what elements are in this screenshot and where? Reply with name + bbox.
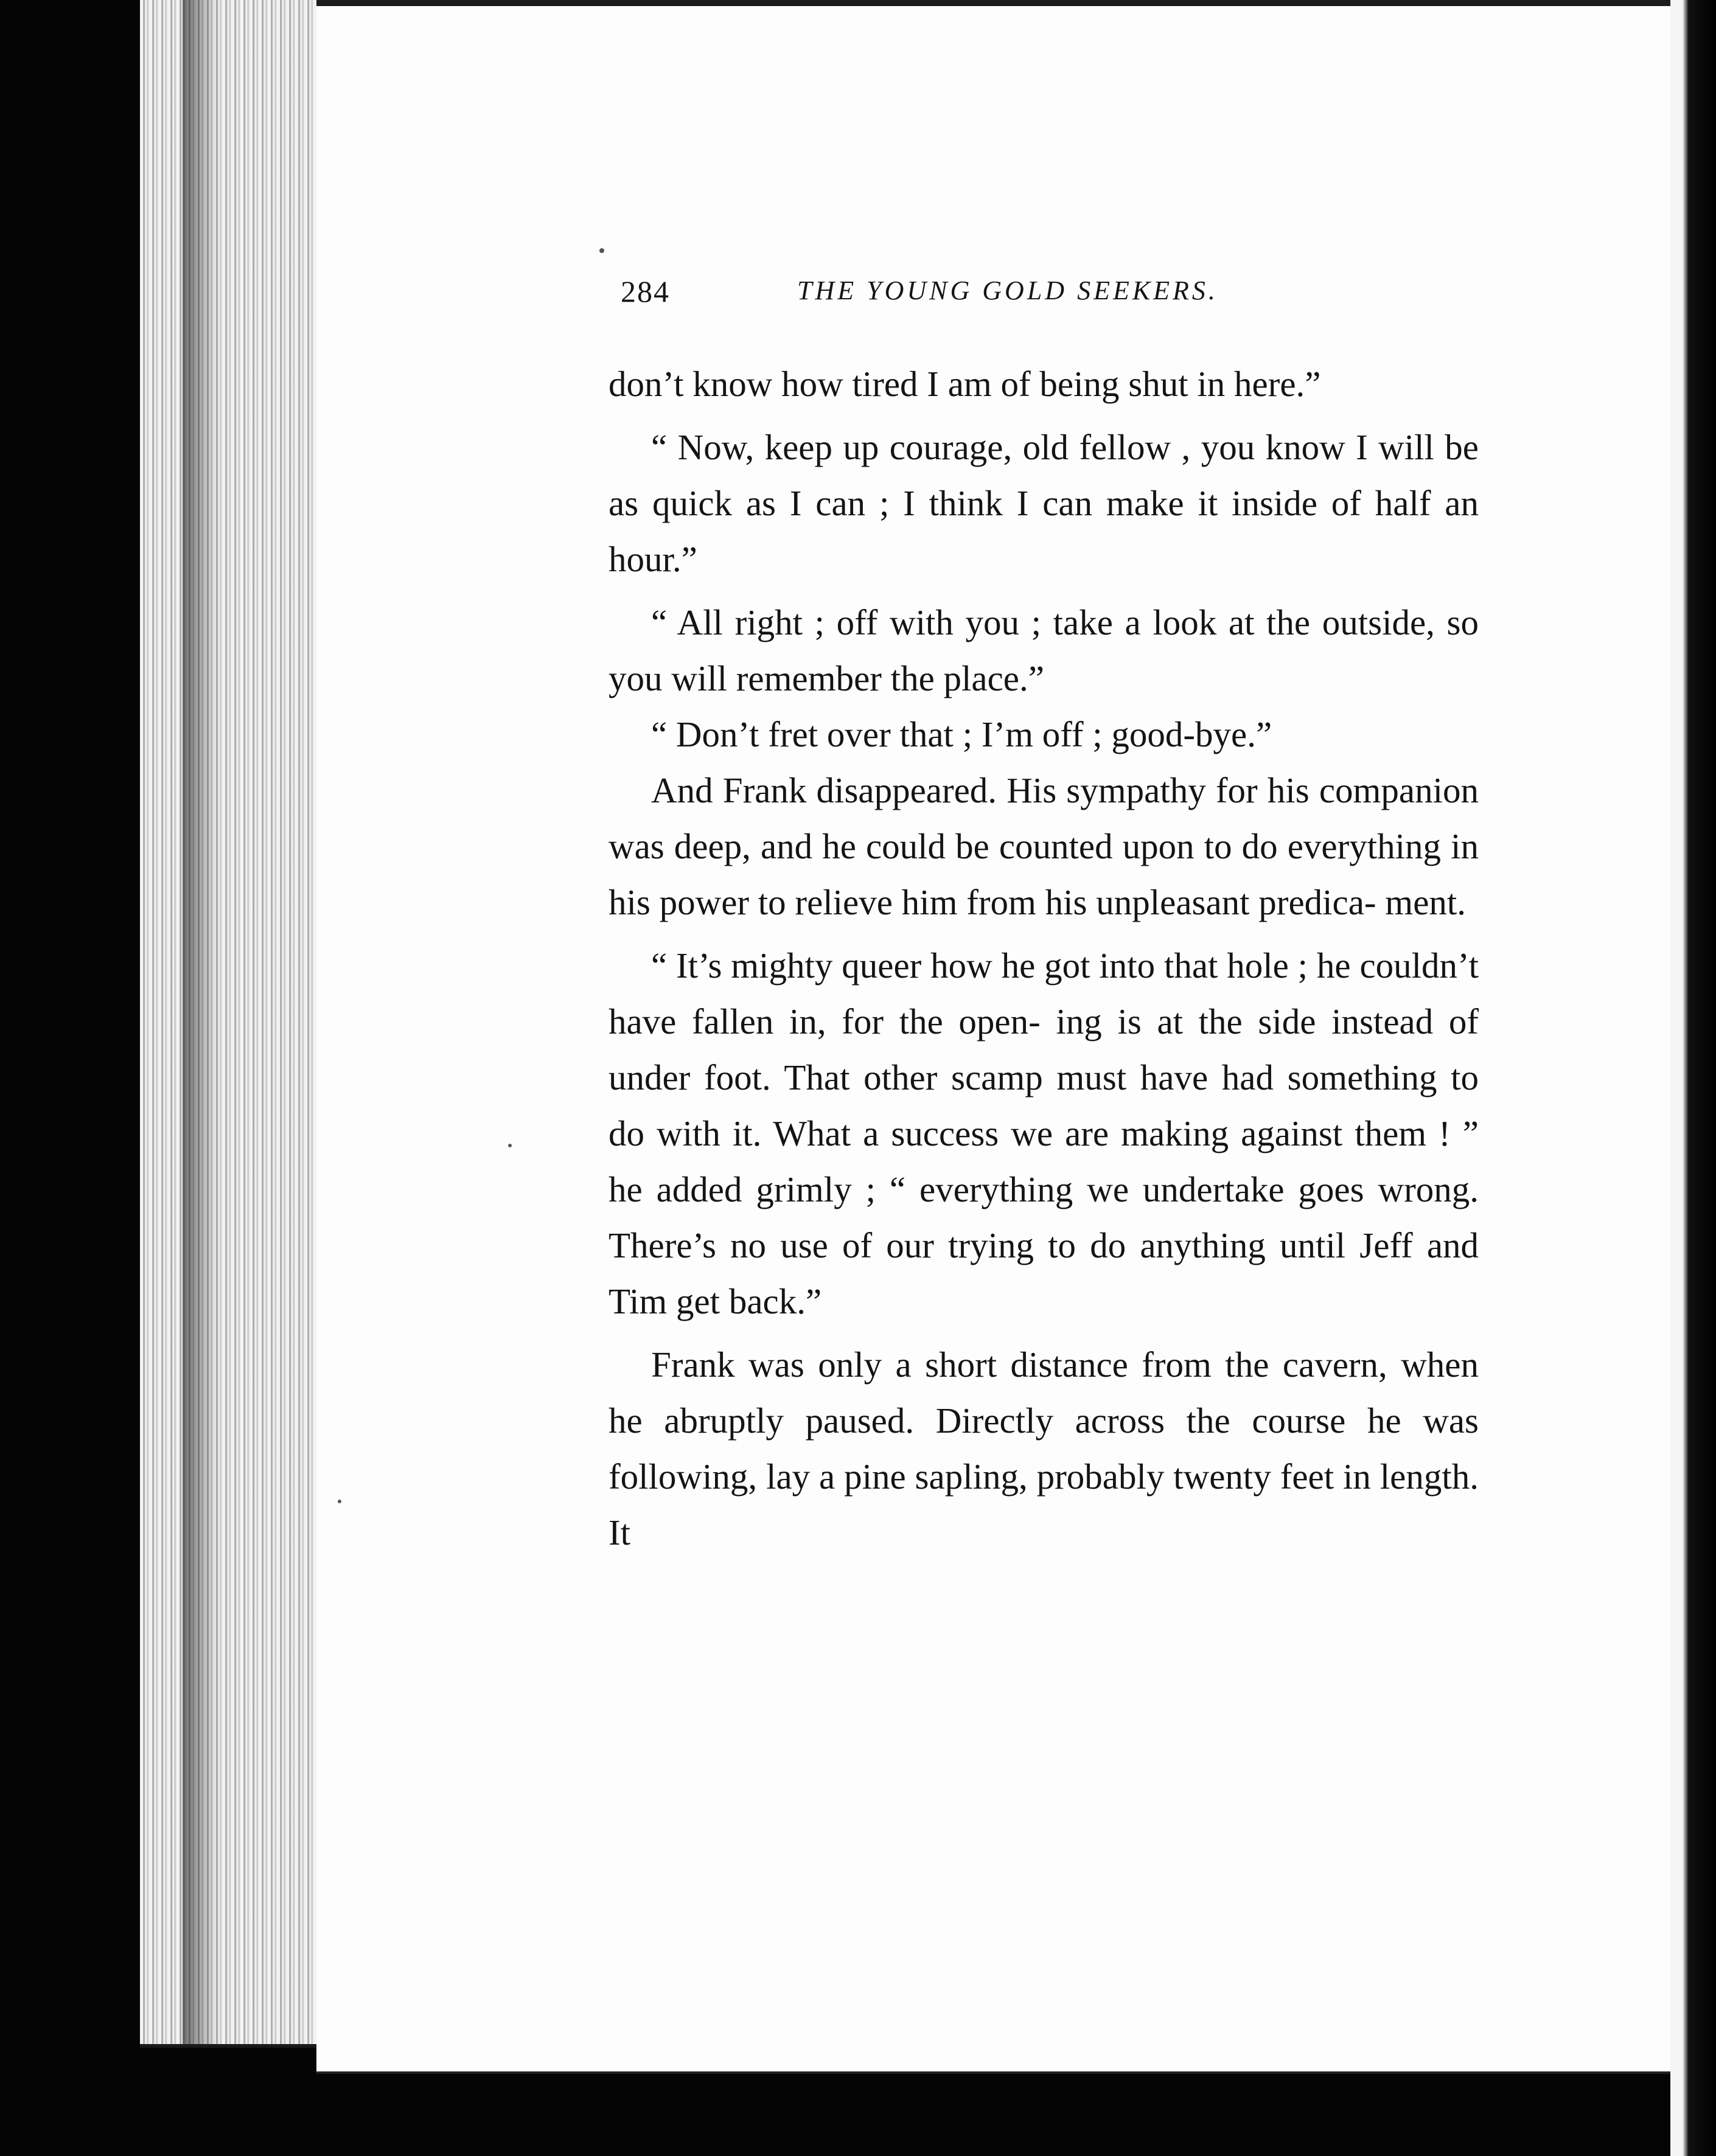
paragraph: “ All right ; off with you ; take a look at the outside, so you will remember the place.”	[609, 602, 1479, 698]
paragraph: Frank was only a short distance from the cavern, when he abruptly paused. Directly across the course he was following, lay a pine sapling, probably twenty feet in length. It	[609, 1344, 1479, 1553]
gutter-shadow	[183, 0, 219, 2044]
top-edge	[316, 0, 1670, 6]
book-title: THE YOUNG GOLD SEEKERS.	[797, 276, 1218, 305]
page-edges	[140, 0, 323, 2048]
paragraph: “ It’s mighty queer how he got into that hole ; he couldn’t have fallen in, for the open- ing is at the side instead of under foot. That other scamp must have had something to do with it. What a success we are making against them ! ” he added grimly ; “ everything we undertake goes wrong. There’s no use of our trying to do anything until Jeff and Tim get back.”	[609, 945, 1479, 1321]
paragraph: “ Now, keep up courage, old fellow , you know I will be as quick as I can ; I think I can make it inside of half an hour.”	[609, 427, 1479, 579]
paragraph: “ Don’t fret over that ; I’m off ; good-bye.”	[651, 714, 1272, 754]
right-page-edge	[1670, 0, 1716, 2156]
body-text	[609, 356, 1479, 1560]
paragraph: don’t know how tired I am of being shut in here.”	[609, 364, 1321, 404]
paragraph: And Frank disappeared. His sympathy for his companion was deep, and he could be counted upon to do everything in his power to relieve him from his unpleasant predica- ment.	[609, 770, 1479, 922]
scan-speck	[338, 1500, 341, 1503]
running-head	[621, 274, 1351, 316]
page-number: 284	[621, 274, 670, 308]
scan-speck	[599, 248, 604, 253]
scan-speck	[508, 1144, 512, 1147]
